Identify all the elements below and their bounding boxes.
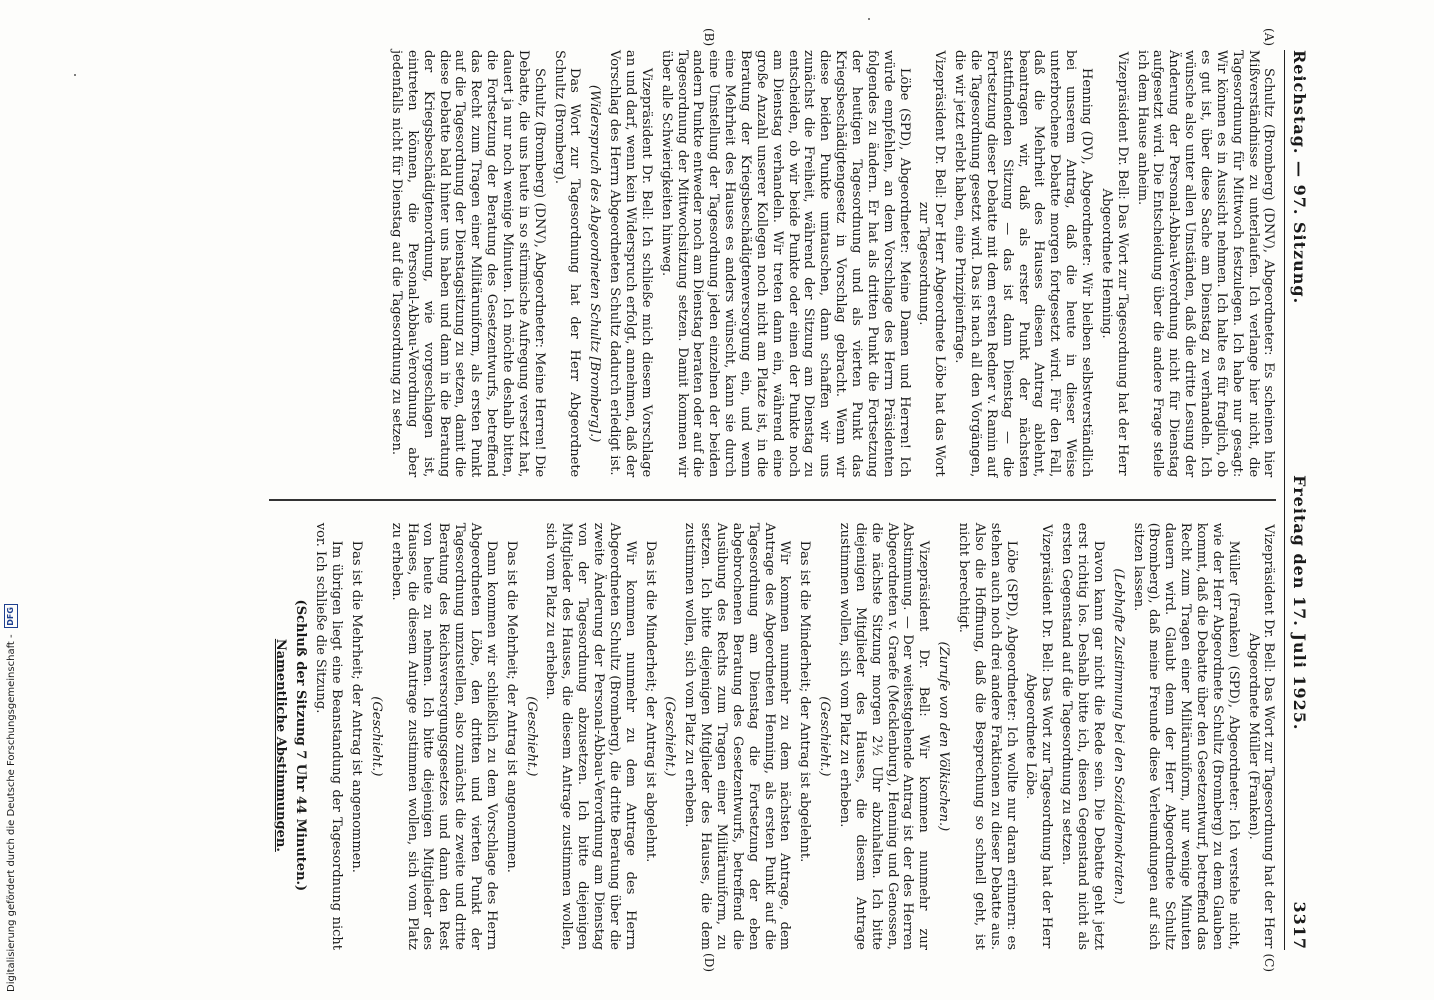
paragraph: Vizepräsident Dr. Bell: Ich schließe mich diesem Vorschlage an und darf, wenn kein Widerspruch erfolgt, annehmen, daß der Vorschlag des Herrn Abgeordneten Schultz dadurch erledigt ist. (607, 50, 654, 478)
paragraph: Vizepräsident Dr. Bell: Wir kommen nunmehr zur Abstimmung. — Der weitestgehende Antrag ist der des Herren Abgeordneten v. Graefe (Mecklenburg), Henning und Genossen, die nächste Sitzung morgen 2½ Uhr abzuhalten. Ich bitte diejenigen Mitglieder des Hauses, die diesem Antrage zustimmen wollen, sich vom Platz zu erheben. (837, 522, 932, 950)
paragraph: Das Wort zur Tagesordnung hat der Herr Abgeordnete Schultz (Bromberg). (551, 50, 583, 478)
paragraph: Schultz (Bromberg) (DNV), Abgeordneter: Meine Herren! Die Debatte, die uns heute in so stürmische Aufregung versetzt hat, dauert ja nur noch wenige Minuten. Ich möchte deshalb bitten, die Fortsetzung der Beratung des Gesetzentwurfs, betreffend das Recht zum Tragen einer Militäruniform, als ersten Punkt auf die Tagesordnung der Dienstagsitzung zu setzen, damit die diese Debatte bald hinter uns haben und dann in die Beratung der Kriegsbeschädigtenordnung, wie vorgeschlagen ist, eintreten können, die Personal-Abbau-Verordnung aber jedenfalls nicht für Dienstag auf die Tagesordnung zu setzen. (388, 50, 547, 478)
scan-speck (868, 18, 870, 20)
paragraph: Löbe (SPD), Abgeordneter: Meine Damen und Herren! Ich würde empfehlen, an dem Vorschlage des Herrn Präsidenten folgendes zu ändern. Er hat als dritten Punkt die Fortsetzung der heutigen Tagesordnung und als vierten Punkt das Kriegsbeschädigtengesetz in Vorschlag gebracht. Wenn wir diese beiden Punkte umtauschen, dann schaffen wir uns zunächst die Freiheit, während der Sitzung am Dienstag zu entscheiden, ob wir beide Punkte oder einen der Punkte noch am Dienstag verhandeln. Wir treten dann ein, während eine große Anzahl unserer Kollegen noch nicht am Platze ist, in die Beratung der Kriegsbeschädigtenversorgung ein, und wenn eine Mehrheit des Hauses es anders wünscht, kann sie durch eine Umstellung der Tagesordnung jeden einzelnen der beiden andern Punkte entweder noch am Dienstag beraten oder auf die Tagesordnung der Mittwochsitzung setzen. Damit kommen wir über alle Schwierigkeiten hinweg. (658, 50, 912, 478)
paragraph: Schultz (Bromberg) (DNV), Abgeordneter: Es scheinen hier Mißverständnisse zu unterlaufen. Ich verlange hier nicht, die Tagesordnung für Mittwoch festzulegen. Ich habe nur gesagt: Wir können es in Aussicht nehmen. Ich halte es für fraglich, ob es gut ist, über diese Sache am Dienstag zu verhandeln. Ich wünsche also unter allen Umständen, daß die dritte Lesung der Änderung der Personal-Abbau-Verordnung nicht für Dienstag aufgesetzt wird. Die Entscheidung über die andere Frage stelle ich dem Hause anheim. (1134, 50, 1277, 478)
interjection: (Geschieht.) (817, 696, 833, 777)
right-column (269, 523, 1277, 950)
rotated-page (127, 30, 1327, 970)
interjection: (Geschieht.) (368, 696, 384, 777)
paragraph: Im übrigen liegt eine Beanstandung der Tagesordnung nicht vor. Ich schließe die Sitzung. (313, 522, 345, 950)
paragraph: Vizepräsident Dr. Bell: Das Wort zur Tagesordnung hat der Herr Abgeordnete Müller (Franken). (1245, 524, 1277, 949)
section-heading: Namentliche Abstimmungen. (273, 638, 289, 852)
session-close: (Schluß der Sitzung 7 Uhr 44 Minuten.) (293, 599, 309, 892)
text-columns (269, 28, 1277, 972)
margin-marker-b: (B) (702, 28, 717, 47)
paragraph: Das ist die Minderheit; der Antrag ist abgelehnt. (797, 540, 813, 863)
column-divider (269, 499, 1277, 501)
paragraph: Vizepräsident Dr. Bell: Das Wort zur Tagesordnung hat der Herr Abgeordnete Löbe. (1023, 524, 1055, 949)
interjection: (Widerspruch des Abgeordneten Schultz [Bromberg].) (587, 84, 603, 443)
paragraph: Müller (Franken) (SPD), Abgeordneter: Ich verstehe nicht, wie der Herr Abgeordnete Schultz (Bromberg) zu dem Glauben kommt, daß die Debatte über den Gesetzentwurf, betreffend das Recht zum Tragen einer Militäruniform, nur wenige Minuten dauern wird. Glaubt denn der Herr Abgeordnete Schultz (Bromberg), daß meine Freunde diese Verleumdungen auf sich sitzen lassen. (1130, 522, 1241, 950)
page-number: 3317 (1290, 901, 1309, 950)
paragraph: Wir kommen nunmehr zu dem Antrage des Herrn Abgeordneten Schultz (Bromberg), die dritte Beratung über die zweite Änderung der Personal-Abbau-Verordnung am Dienstag von der Tagesordnung abzusetzen. Ich bitte diejenigen Mitglieder des Hauses, die diesem Antrage zustimmen wollen, sich vom Platz zu erheben. (543, 522, 638, 950)
digitization-note (4, 604, 18, 992)
paragraph: Henning (DV), Abgeordneter: Wir bleiben selbstverständlich bei unserem Antrag, daß die heute in dieser Weise unterbrochene Debatte morgen fortgesetzt wird. Für den Fall, daß die Mehrheit des Hauses diesen Antrag ablehnt, beantragen wir, daß als erster Punkt der nächsten stattfindenden Sitzung — das ist dann Dienstag — die Fortsetzung dieser Debatte mit dem ersten Redner v. Ramin auf die Tagesordnung gesetzt wird. Das ist nach all den Vorgängen, die wir jetzt erlebt haben, eine Prinzipienfrage. (952, 50, 1095, 478)
header-left: Reichstag. — 97. Sitzung. (1290, 50, 1309, 305)
paragraph: Das ist die Minderheit; der Antrag ist abgelehnt. (642, 540, 658, 863)
interjection: (Geschieht.) (523, 696, 539, 777)
digitization-text: Digitalisierung gefördert durch die Deutsche Forschungsgemeinschaft - (5, 634, 17, 992)
page-header (1284, 50, 1309, 950)
paragraph: Davon kann gar nicht die Rede sein. Die Debatte geht jetzt erst richtig los. Deshalb bitte ich, diesen Gegenstand nicht als ersten Gegenstand auf die Tagesordnung zu setzen. (1059, 522, 1106, 950)
margin-marker-c: (C) (1262, 953, 1277, 972)
interjection: (Geschieht.) (662, 696, 678, 777)
paragraph: Vizepräsident Dr. Bell: Das Wort zur Tagesordnung hat der Herr Abgeordnete Henning. (1098, 51, 1130, 476)
dfg-logo: DFG (4, 604, 18, 628)
scan-speck (74, 74, 76, 76)
interjection: (Lebhafte Zustimmung bei den Sozialdemokraten.) (1110, 568, 1126, 905)
margin-marker-d: (D) (702, 953, 717, 972)
paragraph: Dann kommen wir schließlich zu dem Vorschlage des Herrn Abgeordneten Löbe, den dritten und vierten Punkt der Tagesordnung umzustellen, also zunächst die zweite und dritte Beratung des Reichsversorgungsgesetzes und dann den Rest von heute zu nehmen. Ich bitte diejenigen Mitglieder des Hauses, die diesem Antrage zustimmen wollen, sich vom Platz zu erheben. (388, 522, 499, 950)
paragraph: Das ist die Mehrheit; der Antrag ist angenommen. (348, 540, 364, 873)
interjection: (Zurufe von den Völkischen.) (936, 641, 952, 832)
paragraph: Wir kommen nunmehr zu dem nächsten Antrage, dem Antrage des Abgeordneten Henning, als ersten Punkt auf die Tagesordnung am Dienstag die Fortsetzung der eben abgebrochenen Beratung des Gesetzentwurfs, betreffend die Ausübung des Rechts zum Tragen einer Militäruniform, zu setzen. Ich bitte diejenigen Mitglieder des Hauses, die dem zustimmen wollen, sich vom Platz zu erheben. (682, 522, 793, 950)
header-date: Freitag den 17. Juli 1925. (1290, 475, 1309, 731)
paragraph: Löbe (SPD), Abgeordneter: Ich wollte nur daran erinnern: es stehen auch noch drei andere Fraktionen zu dieser Debatte aus. Also die Hoffnung, daß die Besprechung so schnell geht, ist nicht berechtigt. (956, 522, 1019, 950)
paragraph: Vizepräsident Dr. Bell: Der Herr Abgeordnete Löbe hat das Wort zur Tagesordnung. (916, 50, 948, 477)
left-column (269, 50, 1277, 477)
margin-marker-a: (A) (1262, 28, 1277, 47)
paragraph: Das ist die Mehrheit; der Antrag ist angenommen. (503, 540, 519, 873)
